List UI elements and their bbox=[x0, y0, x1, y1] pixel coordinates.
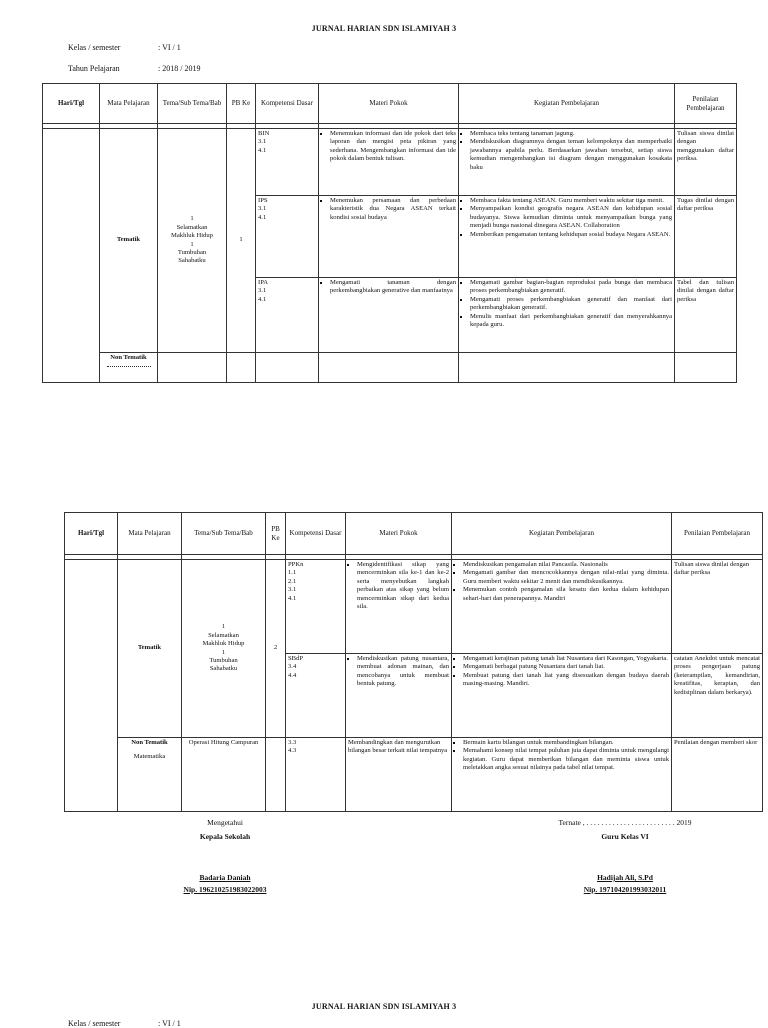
journal-table-1 bbox=[42, 83, 737, 383]
table-row-non-tematik bbox=[43, 353, 737, 383]
table-row bbox=[65, 560, 763, 654]
signature-right: Ternate , . . . . . . . . . . . . . . . . . . . . . . . . 2019 Guru Kelas VI Hadijah Ali, S.Pd Nip. 197104201993032011 bbox=[530, 818, 720, 894]
materi-cell: ▪ Mendiskusikan patung nusantara, membuat adonan mainan, dan mencobanya untuk membuat bentuk patung. bbox=[346, 654, 452, 738]
pb-cell: 2 bbox=[266, 560, 286, 738]
col-header: Mata Pelajaran bbox=[118, 513, 182, 555]
table-row bbox=[43, 129, 737, 196]
penilaian-cell: Tulisan siswa dinilai dengan menggunakan daftar periksa. bbox=[675, 129, 737, 196]
col-header: Materi Pokok bbox=[346, 513, 452, 555]
col-header: Mata Pelajaran bbox=[100, 84, 158, 124]
tema-cell: Operasi Hitung Campuran bbox=[182, 738, 266, 812]
kelas-value: : VI / 1 bbox=[158, 43, 181, 52]
non-tematik-cell: Non Tematik bbox=[100, 353, 158, 383]
materi-cell: ▪ Menemukan informasi dan ide pokok dari teks laporan dan mengisi peta pikiran yang sederhana. Mengembangkan informasi dan ide pokok dalam bentuk tulisan. bbox=[319, 129, 459, 196]
materi-cell: ▪ Mengamati tanaman dengan perkembangbiakan generative dan manfaatnya bbox=[319, 278, 459, 353]
col-header: Hari/Tgl bbox=[65, 513, 118, 555]
principal-name: Badaria Daniah bbox=[199, 873, 251, 882]
col-header: Hari/Tgl bbox=[43, 84, 100, 124]
kd-cell: SBdP 3.4 4.4 bbox=[286, 654, 346, 738]
kegiatan-cell: ▪ Bermain kartu bilangan untuk membandingkan bilangan. ▪ Memahami konsep nilai tempat puluhan juta dapat diminta untuk mengulangi kegiatan. Guru dapat memberikan bilangan dan meminta siswa untuk meletakkan angka sesuai nilainya pada tabel nilai tempat. bbox=[452, 738, 672, 812]
penilaian-cell: Tugas dinilai dengan daftar periksa bbox=[675, 196, 737, 278]
penilaian-cell: catatan Anekdot untuk mencatat proses pengerjaan patung (keterampilan, kemandirian, kreatifitas, kerapian, dan kedisiplinan dalam berkarya). bbox=[672, 654, 763, 738]
kegiatan-cell: ▪ Mendiskusikan pengamalan nilai Pancasila. Nasionalis ▪ Mengamati gambar dan mencocokkannya dengan nilai-nilai yang diminta. Guru memberi waktu sekitar 2 menit dan mendiskusikannya. ▪ Menemukan contoh pengamalan sila kesatu dan kedua dalam kehidupan sehari-hari dan penerapannya. Mandiri bbox=[452, 560, 672, 654]
principal-nip: Nip. 196210251983022003 bbox=[183, 885, 267, 894]
journal-title: JURNAL HARIAN SDN ISLAMIYAH 3 bbox=[311, 24, 457, 33]
materi-cell: Membandingkan dan mengurutkan bilangan besar terkait nilai tempatnya bbox=[346, 738, 452, 812]
penilaian-cell: Penilaian dengan memberi skor bbox=[672, 738, 763, 812]
penilaian-cell: Tabel dan tulisan dinilai dengan daftar periksa bbox=[675, 278, 737, 353]
kegiatan-cell: ▪ Membaca fakta tentang ASEAN. Guru memberi waktu sekitar tiga menit. ▪ Menyampaikan kondisi geografis negara ASEAN dan kehidupan sosial budayanya. Siswa kemudian diminta untuk menyampaikan bunga yang menjadi bunga nasional dinegara ASEAN. Collaboration ▪ Memberikan pengamatan tentang kehidupan sosial budaya Negara ASEAN. bbox=[459, 196, 675, 278]
col-header: Kegiatan Pembelajaran bbox=[459, 84, 675, 124]
col-header: Kompetensi Dasar bbox=[256, 84, 319, 124]
kelas-label: Kelas / semester bbox=[68, 43, 121, 52]
col-header: Materi Pokok bbox=[319, 84, 459, 124]
kegiatan-cell: ▪ Mengamati kerajinan patung tanah liat Nusantara dari Kasongan, Yogyakarta. ▪ Mengamati berbagai patung Nusantara dari tanah liat. ▪ Membuat patung dari tanah liat yang disesuaikan dengan budaya daerah masing-masing. Mandiri. bbox=[452, 654, 672, 738]
col-header: Penilaian Pembelajaran bbox=[672, 513, 763, 555]
col-header: Tema/Sub Tema/Bab bbox=[158, 84, 227, 124]
col-header: Kompetensi Dasar bbox=[286, 513, 346, 555]
teacher-name: Hadijah Ali, S.Pd bbox=[597, 873, 653, 882]
mapel-cell: Non Tematik Matematika bbox=[118, 738, 182, 812]
col-header: PB Ke bbox=[227, 84, 256, 124]
pb-cell: 1 bbox=[227, 129, 256, 353]
kegiatan-cell: ▪ Mengamati gambar bagian-bagian reproduksi pada bunga dan membaca proses perkembangbiakan generatif. ▪ Mengamati proses perkembangbiakan generatif dan manfaat dari perkembangbiakan generatif. ▪ Menulis manfaat dari perkembangbiakan generatif dan menyerahkannya kepada guru. bbox=[459, 278, 675, 353]
penilaian-cell: Tulisan siswa dinilai dengan daftar periksa bbox=[672, 560, 763, 654]
kd-cell: 3.3 4.3 bbox=[286, 738, 346, 812]
tahun-row bbox=[68, 64, 200, 73]
kd-cell: BIN 3.1 4.1 bbox=[256, 129, 319, 196]
kegiatan-cell: ▪ Membaca teks tentang tanaman jagung. ▪ Mendiskusikan diagramnya dengan teman kelompoknya dan memperbaiki jawabannya apabila perlu. Berdasarkan jawaban tersebut, setiap siswa kemudian mengembangkan isi diagram dengan menggunakan kosakata baku bbox=[459, 129, 675, 196]
col-header: Tema/Sub Tema/Bab bbox=[182, 513, 266, 555]
tahun-value: : 2018 / 2019 bbox=[158, 64, 201, 73]
tahun-label: Tahun Pelajaran bbox=[68, 64, 120, 73]
materi-cell: ▪ Menemukan persamaan dan perbedaan karakteristik dua Negara ASEAN terkait kondisi sosial budaya bbox=[319, 196, 459, 278]
kelas-row bbox=[68, 43, 181, 52]
hari-cell bbox=[65, 560, 118, 812]
materi-cell: ▪ Mengidentifikasi sikap yang mencerminkan sila ke-1 dan ke-2 serta menyebutkan langkah perbaikan atas sikap yang belum mencerminkan sikap dari kedua sila. bbox=[346, 560, 452, 654]
col-header: Penilaian Pembelajaran bbox=[675, 84, 737, 124]
teacher-nip: Nip. 197104201993032011 bbox=[583, 885, 667, 894]
table-row-non-tematik bbox=[65, 738, 763, 812]
mapel-cell: Tematik bbox=[100, 129, 158, 353]
signature-left: Mengetahui Kepala Sekolah Badaria Daniah Nip. 196210251983022003 bbox=[150, 818, 300, 894]
tema-cell: 1 Selamatkan Makhluk Hidup 1 Tumbuhan Sahabatku bbox=[158, 129, 227, 353]
kd-cell: IPS 3.1 4.1 bbox=[256, 196, 319, 278]
table-header-row bbox=[65, 513, 763, 555]
kelas-row-next: Kelas / semester : VI / 1 bbox=[68, 1019, 181, 1028]
kd-cell: IPA 3.1 4.1 bbox=[256, 278, 319, 353]
hari-cell bbox=[43, 129, 100, 383]
mapel-cell: Tematik bbox=[118, 560, 182, 738]
col-header: PB Ke bbox=[266, 513, 286, 555]
journal-table-2 bbox=[64, 512, 763, 812]
kd-cell: PPKn 1.1 2.1 3.1 4.1 bbox=[286, 560, 346, 654]
table-header-row bbox=[43, 84, 737, 124]
col-header: Kegiatan Pembelajaran bbox=[452, 513, 672, 555]
journal-title-next: JURNAL HARIAN SDN ISLAMIYAH 3 bbox=[311, 1002, 457, 1011]
tema-cell: 1 Selamatkan Makhluk Hidup 1 Tumbuhan Sahabatku bbox=[182, 560, 266, 738]
